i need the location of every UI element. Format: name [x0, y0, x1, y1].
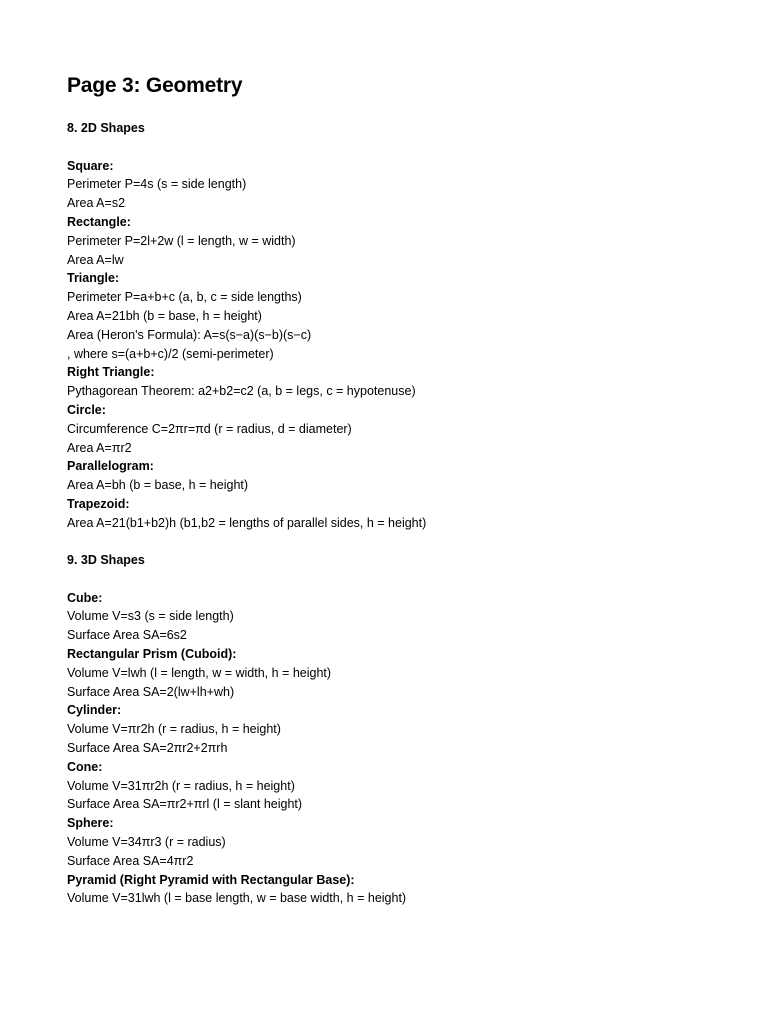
shape-entry	[67, 269, 727, 363]
shape-list	[67, 157, 727, 533]
formula-line: Volume V=34πr3 (r = radius)	[67, 834, 226, 849]
formula-line: Volume V=πr2h (r = radius, h = height)	[67, 722, 281, 737]
formula-line: , where s=(a+b+c)/2 (semi-perimeter)	[67, 346, 274, 361]
page-title: Page 3: Geometry	[67, 74, 243, 97]
formula-line: Pythagorean Theorem: a2+b2=c2 (a, b = legs, c = hypotenuse)	[67, 384, 416, 399]
formula-line: Volume V=31πr2h (r = radius, h = height)	[67, 778, 295, 793]
shape-name: Square:	[67, 158, 114, 173]
shape-entry	[67, 213, 727, 269]
shape-name: Cylinder:	[67, 703, 122, 718]
formula-line: Circumference C=2πr=πd (r = radius, d = diameter)	[67, 421, 352, 436]
formula-line: Area (Heron's Formula): A=s(s−a)(s−b)(s−c)	[67, 327, 312, 342]
section-heading: 9. 3D Shapes	[67, 553, 145, 567]
formula-line: Surface Area SA=4πr2	[67, 853, 194, 868]
formula-line: Volume V=31lwh (l = base length, w = base width, h = height)	[67, 891, 407, 906]
shape-entry	[67, 871, 727, 909]
shape-name: Parallelogram:	[67, 459, 154, 474]
formula-line: Area A=lw	[67, 252, 124, 267]
formula-line: Volume V=s3 (s = side length)	[67, 609, 234, 624]
shape-name: Sphere:	[67, 816, 114, 831]
shape-entry	[67, 457, 727, 495]
formula-line: Perimeter P=a+b+c (a, b, c = side lengths)	[67, 290, 302, 305]
section-2d-shapes	[67, 119, 727, 533]
shape-list	[67, 589, 727, 909]
shape-name: Circle:	[67, 402, 106, 417]
formula-line: Perimeter P=4s (s = side length)	[67, 177, 247, 192]
formula-line: Area A=21(b1+b2)h (b1,b2 = lengths of parallel sides, h = height)	[67, 515, 427, 530]
formula-line: Volume V=lwh (l = length, w = width, h = height)	[67, 665, 332, 680]
shape-entry	[67, 814, 727, 870]
shape-name: Triangle:	[67, 271, 120, 286]
shape-entry	[67, 401, 727, 457]
shape-entry	[67, 589, 727, 645]
shape-name: Cone:	[67, 759, 103, 774]
formula-line: Area A=bh (b = base, h = height)	[67, 478, 249, 493]
formula-line: Area A=s2	[67, 196, 126, 211]
shape-entry	[67, 157, 727, 213]
shape-entry	[67, 701, 727, 757]
formula-line: Surface Area SA=6s2	[67, 628, 187, 643]
shape-entry	[67, 363, 727, 401]
shape-name: Cube:	[67, 590, 103, 605]
shape-name: Pyramid (Right Pyramid with Rectangular Base):	[67, 872, 355, 887]
section-heading: 8. 2D Shapes	[67, 121, 145, 135]
shape-name: Right Triangle:	[67, 365, 155, 380]
formula-line: Surface Area SA=2πr2+2πrh	[67, 740, 228, 755]
shape-name: Trapezoid:	[67, 496, 130, 511]
shape-name: Rectangular Prism (Cuboid):	[67, 646, 237, 661]
shape-entry	[67, 758, 727, 814]
shape-entry	[67, 495, 727, 533]
formula-line: Surface Area SA=πr2+πrl (l = slant height)	[67, 797, 303, 812]
formula-line: Perimeter P=2l+2w (l = length, w = width)	[67, 233, 296, 248]
formula-line: Area A=21bh (b = base, h = height)	[67, 308, 262, 323]
formula-line: Area A=πr2	[67, 440, 132, 455]
shape-name: Rectangle:	[67, 214, 131, 229]
section-3d-shapes	[67, 551, 727, 908]
shape-entry	[67, 645, 727, 701]
formula-line: Surface Area SA=2(lw+lh+wh)	[67, 684, 235, 699]
